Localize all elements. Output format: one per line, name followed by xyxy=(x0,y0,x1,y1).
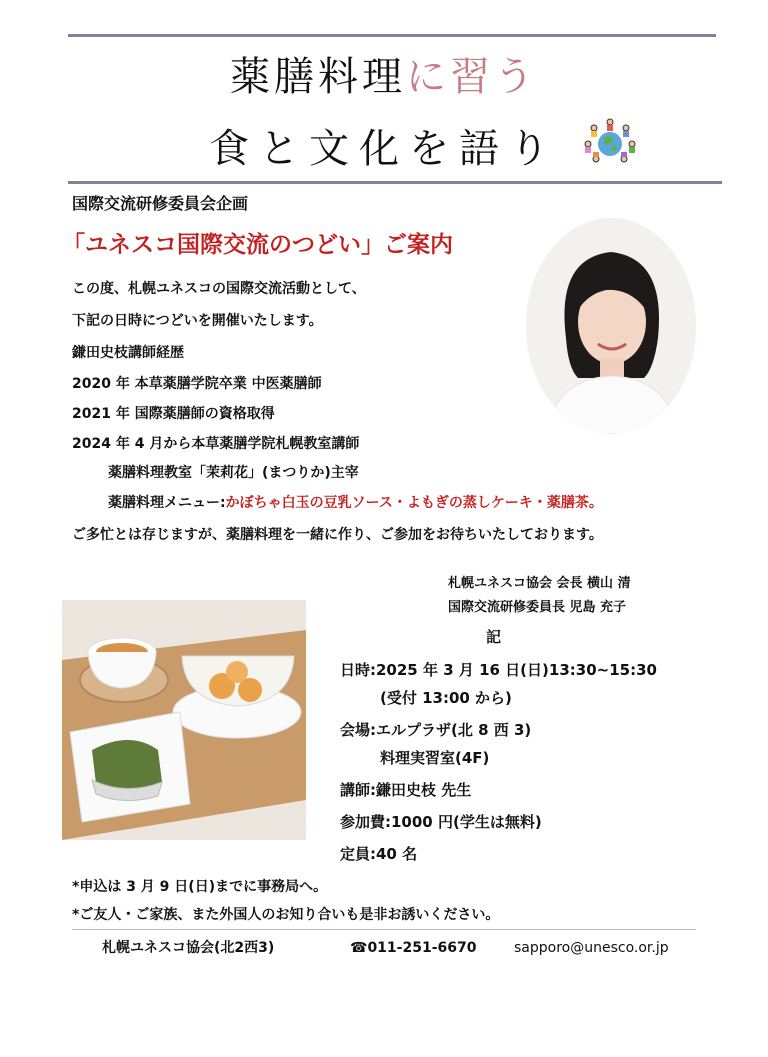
application-note: *申込は 3 月 9 日(日)までに事務局へ。 xyxy=(72,879,328,895)
event-venue: 会場:エルプラザ(北 8 西 3) xyxy=(340,721,532,739)
invitation-text: ご多忙とは存じますが、薬膳料理を一緒に作り、ご参加をお待ちいたしております。 xyxy=(72,527,603,543)
bio-item: 2021 年 国際薬膳師の資格取得 xyxy=(72,406,275,422)
menu-items: かぼちゃ白玉の豆乳ソース・よもぎの蒸しケーキ・薬膳茶。 xyxy=(225,495,603,511)
signature-committee-chair: 国際交流研修委員長 児島 充子 xyxy=(448,600,627,615)
title-divider xyxy=(68,181,722,184)
top-divider xyxy=(68,34,716,37)
footer-phone: ☎011-251-6670 xyxy=(350,940,477,956)
title-accent-text: に習う xyxy=(406,54,538,100)
dish-illustration xyxy=(62,600,306,840)
intro-line: この度、札幌ユネスコの国際交流活動として、 xyxy=(72,281,366,297)
bio-heading: 鎌田史枝講師経歴 xyxy=(72,345,184,361)
footer-organization: 札幌ユネスコ協会(北2西3) xyxy=(102,940,275,956)
lecturer-portrait xyxy=(526,218,696,434)
intro-line: 下記の日時につどいを開催いたします。 xyxy=(72,313,323,329)
event-room: 料理実習室(4F) xyxy=(380,749,490,767)
event-fee: 参加費:1000 円(学生は無料) xyxy=(340,813,542,831)
title-main-text: 薬膳料理 xyxy=(230,54,406,100)
event-capacity: 定員:40 名 xyxy=(340,845,418,863)
event-reception-time: (受付 13:00 から) xyxy=(380,689,512,707)
page-title-line1 xyxy=(0,52,768,102)
event-headline: 「ユネスコ国際交流のつどい」ご案内 xyxy=(62,232,453,258)
footer-divider xyxy=(72,929,696,930)
dish-photo xyxy=(62,600,306,840)
menu-label: 薬膳料理メニュー: xyxy=(108,495,226,511)
menu-line xyxy=(108,492,603,514)
cooking-class-line: 薬膳料理教室「茉莉花」(まつりか)主宰 xyxy=(108,465,359,481)
event-lecturer: 講師:鎌田史枝 先生 xyxy=(340,781,472,799)
bio-item: 2020 年 本草薬膳学院卒業 中医薬膳師 xyxy=(72,376,322,392)
footer-email-link[interactable]: sapporo@unesco.or.jp xyxy=(514,940,669,956)
invite-friends-note: *ご友人・ご家族、また外国人のお知り合いも是非お誘いください。 xyxy=(72,907,500,923)
ki-label: 記 xyxy=(486,628,502,646)
event-datetime: 日時:2025 年 3 月 16 日(日)13:30~15:30 xyxy=(340,661,657,679)
unesco-children-globe-logo xyxy=(582,114,638,166)
page-title-line2: 食と文化を語り xyxy=(209,126,559,172)
bio-item: 2024 年 4 月から本草薬膳学院札幌教室講師 xyxy=(72,436,360,452)
signature-president: 札幌ユネスコ協会 会長 横山 清 xyxy=(448,576,631,591)
planning-committee-label: 国際交流研修委員会企画 xyxy=(72,194,249,213)
portrait-illustration xyxy=(526,218,696,434)
